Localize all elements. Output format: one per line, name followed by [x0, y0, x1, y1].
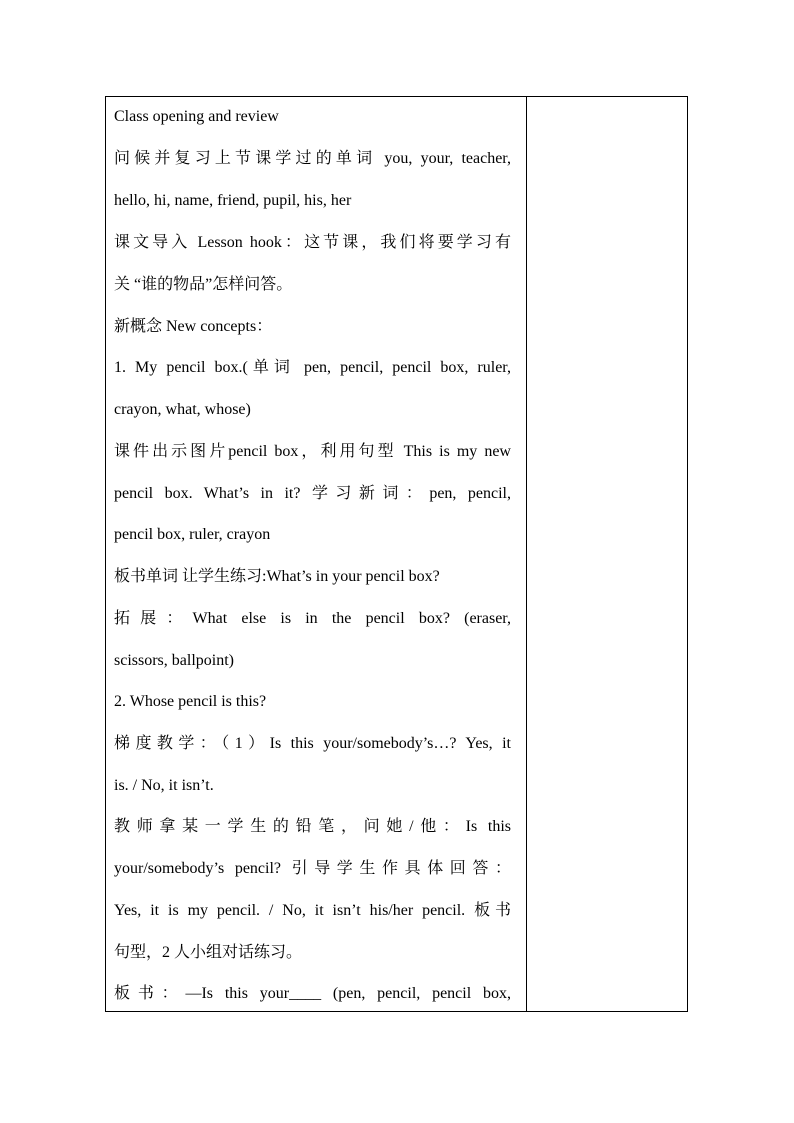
text-line-courseware-cont: pencil box. What’s in it? 学习新词：pen, pencil,: [114, 485, 511, 502]
text-line-teacher-asks: 教师拿某一学生的铅笔，问她/他：Is this: [114, 818, 511, 835]
text-line-review-words: 问候并复习上节课学过的单词 you, your, teacher,: [114, 150, 511, 167]
text-line-opening: Class opening and review: [114, 108, 279, 125]
text-line-pencil-box-heading: 1. My pencil box.(单词 pen, pencil, pencil box, ruler,: [114, 359, 511, 376]
text-line-new-words: pencil box, ruler, crayon: [114, 526, 271, 543]
text-line-extension-cont: scissors, ballpoint): [114, 652, 234, 669]
text-line-lesson-hook-cont: 关 “谁的物品”怎样问答。: [114, 276, 293, 293]
text-line-new-concepts: 新概念 New concepts：: [114, 318, 273, 335]
lesson-content-cell: [106, 97, 527, 1011]
text-line-courseware: 课件出示图片pencil box，利用句型 This is my new: [114, 443, 511, 460]
text-line-lesson-hook: 课文导入 Lesson hook：这节课，我们将要学习有: [114, 234, 511, 251]
lesson-plan-table: [105, 96, 688, 1012]
text-line-student-answer: Yes, it is my pencil. / No, it isn’t his/her pencil. 板书: [114, 902, 511, 919]
text-line-gradient-teaching: 梯度教学：（1）Is this your/somebody’s…? Yes, it: [114, 735, 511, 752]
text-line-teacher-asks-cont: your/somebody’s pencil? 引导学生作具体回答：: [114, 860, 511, 877]
text-line-review-words-cont: hello, hi, name, friend, pupil, his, her: [114, 192, 352, 209]
text-line-extension: 拓展：What else is in the pencil box? (eraser,: [114, 610, 511, 627]
text-line-pencil-box-words: crayon, what, whose): [114, 401, 251, 418]
text-line-whose-pencil: 2. Whose pencil is this?: [114, 693, 267, 710]
text-line-pair-practice: 句型，2 人小组对话练习。: [114, 944, 303, 961]
text-line-board-sentence: 板书：—Is this your____ (pen, pencil, pencil box,: [114, 985, 511, 1002]
text-line-gradient-answer: is. / No, it isn’t.: [114, 777, 214, 794]
text-line-board-practice: 板书单词 让学生练习:What’s in your pencil box?: [114, 568, 440, 585]
notes-cell: [527, 97, 687, 1011]
